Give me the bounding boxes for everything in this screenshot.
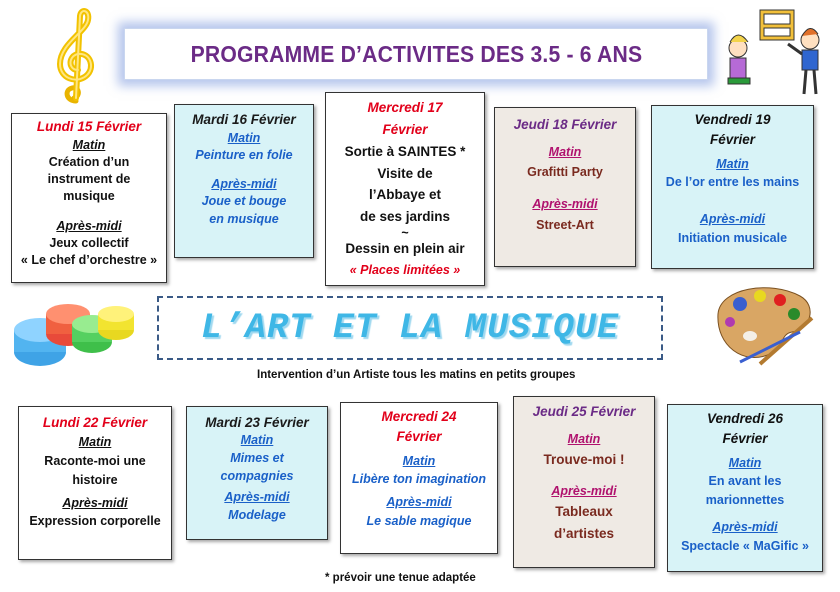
page-title: PROGRAMME D’ACTIVITES DES 3.5 - 6 ANS [190,40,642,67]
intervention-note: Intervention d’un Artiste tous les matins en petits groupes [257,369,576,381]
activity-text: histoire [72,472,118,487]
day-title: Lundi 22 Février [42,415,148,430]
afternoon-label: Après-midi [386,495,452,509]
day-card-mardi-23 [186,406,328,540]
colorful-rolls-illustration [8,294,138,370]
day-card-mercredi-24 [340,402,498,554]
day-title-month: Février [722,431,768,447]
morning-label: Matin [72,137,106,152]
day-card-vendredi-19 [651,105,814,269]
morning-label: Matin [78,435,112,450]
paint-palette-illustration [700,274,820,374]
day-card-lundi-15 [11,113,167,283]
activity-text: « Le chef d’orchestre » [20,253,158,268]
day-title: Mercredi 24 [381,409,457,424]
activity-text: Mimes et [230,450,284,465]
day-title: Mardi 16 Février [192,112,296,127]
activity-text: Dessin en plein air [345,241,465,257]
activity-text: de ses jardins [359,209,451,225]
footnote: * prévoir une tenue adaptée [325,572,476,584]
day-card-mercredi-17 [325,92,485,286]
afternoon-label: Après-midi [532,197,598,212]
day-title-month: Février [382,121,428,137]
activity-text: Trouve-moi ! [543,452,625,468]
activity-text: Création d’un [48,154,130,169]
activity-text: en musique [209,211,279,226]
morning-label: Matin [227,130,261,145]
day-card-vendredi-26 [667,404,823,572]
activity-text: « Places limitées » [349,263,461,278]
day-card-jeudi-18 [494,107,636,267]
morning-label: Matin [728,455,762,470]
afternoon-label: Après-midi [56,218,122,233]
children-piano-illustration [718,4,830,100]
activity-text: Sortie à SAINTES * [344,143,466,159]
day-card-jeudi-25 [513,396,655,568]
day-title-month: Février [709,132,756,148]
activity-text: Peinture en folie [195,147,293,162]
activity-text: Libère ton imagination [351,472,487,487]
title-banner [124,28,708,80]
theme-banner [157,296,663,360]
activity-text: Joue et bouge [201,194,287,209]
activity-text: Raconte-moi une [44,454,146,468]
activity-text: Modelage [228,508,286,523]
activity-text: instrument de [47,172,131,187]
afternoon-label: Après-midi [699,212,766,226]
activity-text: Expression corporelle [29,514,161,529]
afternoon-label: Après-midi [712,519,778,534]
activity-text: compagnies [220,468,294,483]
morning-label: Matin [548,144,582,159]
day-title: Lundi 15 Février [36,119,142,134]
activity-text: l’Abbaye et [368,187,442,203]
afternoon-label: Après-midi [211,177,277,192]
activity-text: De l’or entre les mains [665,175,800,190]
activity-text: En avant les [708,474,782,489]
activity-text: d’artistes [553,526,615,542]
afternoon-label: Après-midi [62,495,128,510]
afternoon-label: Après-midi [551,483,617,498]
morning-label: Matin [716,156,749,171]
day-title: Mardi 23 Février [205,415,309,430]
day-title: Vendredi 26 [706,411,784,426]
activity-text: marionnettes [705,493,785,507]
morning-label: Matin [567,431,601,446]
afternoon-label: Après-midi [224,490,290,505]
day-card-lundi-22 [18,406,172,560]
activity-text: ~ [401,226,409,241]
treble-clef-illustration [46,6,106,106]
activity-text: musique [63,189,115,204]
morning-label: Matin [240,433,274,448]
activity-text: Street-Art [536,217,594,232]
day-card-mardi-16 [174,104,314,258]
activity-text: Tableaux [555,504,613,520]
activity-text: Visite de [377,165,433,181]
day-title: Jeudi 18 Février [513,117,617,132]
activity-text: Jeux collectif [49,235,129,250]
activity-text: Grafitti Party [527,165,603,180]
day-title: Jeudi 25 Février [532,404,636,419]
day-title-month: Février [396,429,442,445]
activity-text: Spectacle « MaGific » [681,538,809,553]
theme-title: L’ART ET LA MUSIQUE [200,308,620,348]
day-title: Mercredi 17 [367,100,443,115]
morning-label: Matin [402,453,436,468]
activity-text: Initiation musicale [677,230,788,245]
day-title: Vendredi 19 [694,112,771,127]
activity-text: Le sable magique [366,513,472,528]
